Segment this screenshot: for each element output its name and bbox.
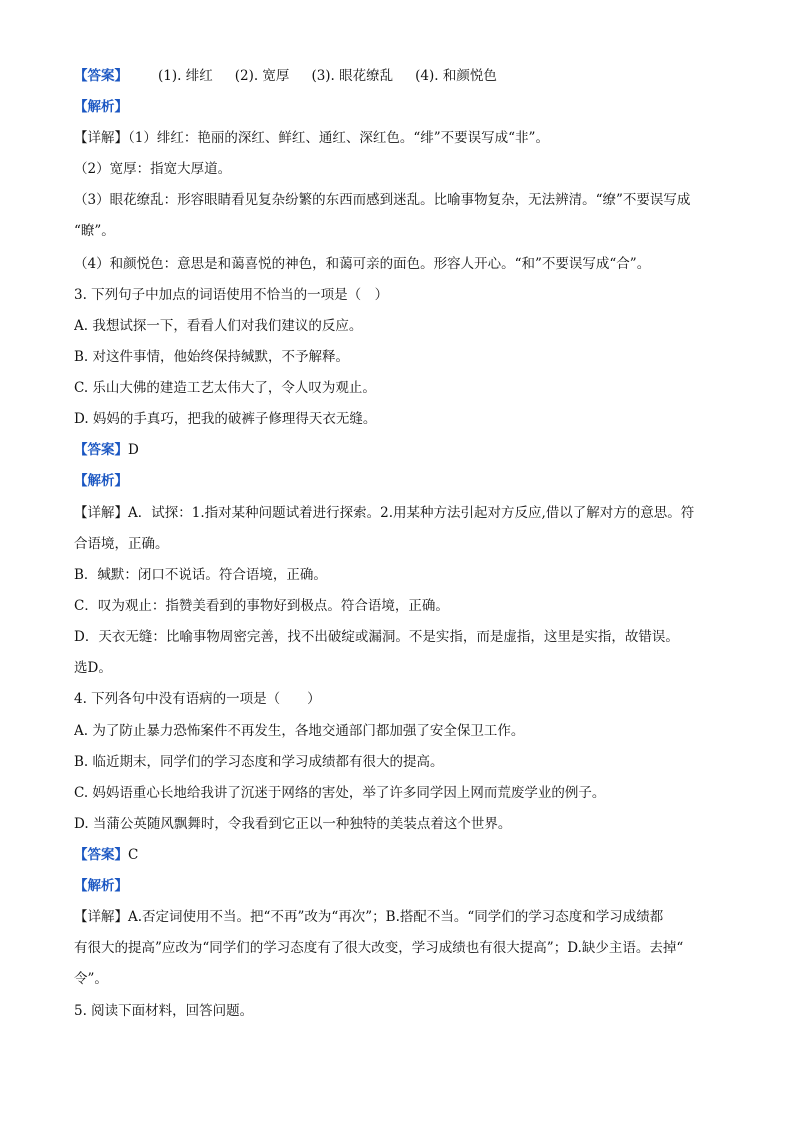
q3-answer-line [74,440,734,460]
q4-detail-line: 【详解】A.否定词使用不当。把“不再”改为“再次”；B.搭配不当。“同学们的学习态度和学习成绩都 [74,909,664,925]
q4-answer-line [74,845,734,865]
q3-option-b: B. 对这件事情，他始终保持缄默，不予解释。 [74,349,350,365]
q4-option-b: B. 临近期末，同学们的学习态度和学习成绩都有很大的提高。 [74,754,444,770]
answer-item: (2). 宽厚 [234,68,290,84]
q2-detail-line: （4）和颜悦色：意思是和蔼喜悦的神色，和蔼可亲的面色。形容人开心。“和”不要误写成“合”。 [74,256,651,272]
q3-option-d: D. 妈妈的手真巧，把我的破裤子修理得天衣无缝。 [74,411,377,427]
answer-value: C [128,847,139,863]
answer-tag: 【答案】 [74,442,128,458]
q5-stem: 5. 阅读下面材料，回答问题。 [74,1003,254,1019]
q2-answer-line [74,66,734,86]
q3-detail-line: C．叹为观止：指赞美看到的事物好到极点。符合语境，正确。 [74,598,449,614]
answer-tag: 【答案】 [74,68,128,84]
analysis-tag: 【解析】 [74,473,128,489]
q3-option-a: A. 我想试探一下，看看人们对我们建议的反应。 [74,318,363,334]
q2-detail-line: “瞭”。 [74,223,115,239]
answer-item: (3). 眼花缭乱 [311,68,394,84]
q3-analysis-tag-line [74,471,734,491]
q2-detail-line: （3）眼花缭乱：形容眼睛看见复杂纷繁的东西而感到迷乱。比喻事物复杂，无法辨清。“缭”不要误写成 [74,192,691,208]
analysis-tag: 【解析】 [74,99,128,115]
q3-detail-line: 合语境，正确。 [74,536,169,552]
q4-stem: 4. 下列各句中没有语病的一项是（ ） [74,691,321,707]
q2-detail-line: （2）宽厚：指宽大厚道。 [74,161,232,177]
q3-option-c: C. 乐山大佛的建造工艺太伟大了，令人叹为观止。 [74,380,376,396]
answer-tag: 【答案】 [74,847,128,863]
q2-analysis-tag-line [74,97,734,117]
q3-stem: 3. 下列句子中加点的词语使用不恰当的一项是（ ） [74,287,389,303]
q4-analysis-tag-line [74,876,734,896]
q4-detail-line: 令”。 [74,971,108,987]
q2-detail-line: 【详解】（1）绯红：艳丽的深红、鲜红、通红、深红色。“绯”不要误写成“非”。 [74,130,549,146]
q4-option-c: C. 妈妈语重心长地给我讲了沉迷于网络的害处，举了许多同学因上网而荒废学业的例子。 [74,785,606,801]
answer-value: D [128,442,139,458]
q3-detail-line: 【详解】A．试探：1.指对某种问题试着进行探索。2.用某种方法引起对方反应,借以了解对方的意思。符 [74,505,695,521]
q3-detail-line: D．天衣无缝：比喻事物周密完善，找不出破绽或漏洞。不是实指，而是虚指，这里是实指，故错误。 [74,629,679,645]
answer-item: (1). 绯红 [158,68,213,84]
analysis-tag: 【解析】 [74,878,128,894]
q4-option-d: D. 当蒲公英随风飘舞时，令我看到它正以一种独特的美装点着这个世界。 [74,816,512,832]
answer-item: (4). 和颜悦色 [415,68,497,84]
q3-detail-line: 选D。 [74,660,112,676]
q4-detail-line: 有很大的提高”应改为“同学们的学习态度有了很大改变，学习成绩也有很大提高”；D.缺少主语。去掉“ [74,940,684,956]
q3-detail-line: B．缄默：闭口不说话。符合语境，正确。 [74,567,327,583]
q4-option-a: A. 为了防止暴力恐怖案件不再发生，各地交通部门都加强了安全保卫工作。 [74,723,525,739]
